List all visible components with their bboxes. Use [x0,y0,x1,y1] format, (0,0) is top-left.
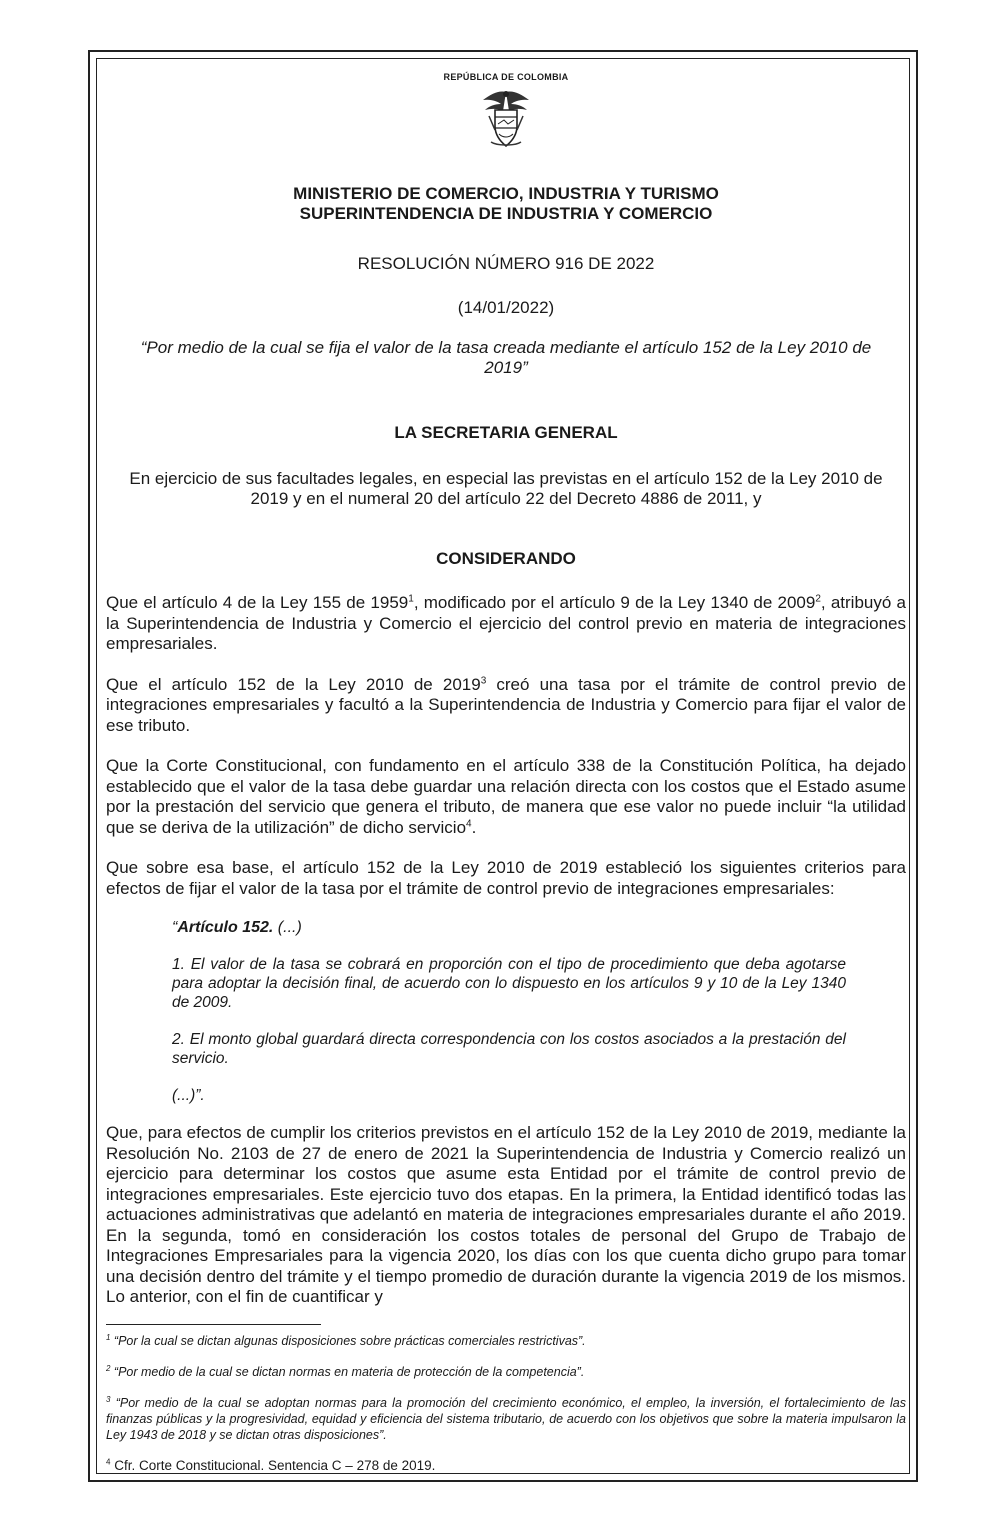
footnote-1: $^1$ “Por la cual se dictan algunas disposiciones sobre prácticas comerciales restrictivas”. [106,1332,586,1348]
considerando-paragraph-5: Que, para efectos de cumplir los criterios previstos en el artículo 152 de la Ley 2010 de 2019, mediante la Resolución No. 2103 de 27 de enero de 2021 la Superintendencia de Industria y Comercio realizó un ejercicio para determinar los costos que asume esta Entidad por el trámite de control previo de integraciones empresariales. Este ejercicio tuvo dos etapas. En la primera, la Entidad identificó todas las actuaciones administrativas que adelantó en materia de integraciones empresariales durante el año 2019. En la segunda, tomó en consideración los costos totales de personal del Grupo de Trabajo de Integraciones Empresariales para la vigencia 2020, los días con los que cuenta dicho grupo para tomar una decisión dentro del trámite y el tiempo promedio de duración durante la vigencia 2019 de los mismos. Lo anterior, con el fin de cuantificar y [106,1123,906,1306]
quoted-criterion-1: 1. El valor de la tasa se cobrará en proporción con el tipo de procedimiento que deba agotarse para adoptar la decisión final, de acuerdo con lo dispuesto en los artículos 9 y 10 de la Ley 1340 de 2009. [172,956,846,1011]
ministry-line-1: MINISTERIO DE COMERCIO, INDUSTRIA Y TURISMO [293,184,719,203]
resolution-date: (14/01/2022) [457,298,555,317]
footnote-divider [106,1324,321,1325]
footnote-ref-3: 3 [480,674,487,686]
republic-label: REPÚBLICA DE COLOMBIA [443,72,569,82]
subject-line-2: 2019” [484,358,528,377]
resolution-subject [106,338,906,378]
considerando-paragraph-2: Que el artículo 152 de la Ley 2010 de 2019$^3$ creó una tasa por el trámite de control previo de integraciones empresariales y facultó a la Superintendencia de Industria y Comercio para fijar el valor de ese tributo. [106,674,906,735]
footnote-ref-2: 2 [815,593,821,605]
considerando-paragraph-3: Que la Corte Constitucional, con fundamento en el artículo 338 de la Constitución Política, ha dejado establecido que el valor de la tasa debe guardar una relación directa con los costos que el Estado asume por la prestación del servicio que genera el tributo, de manera que ese valor no puede incluir “la utilidad que se deriva de la utilización” de dicho servicio$^4$. [106,756,906,837]
ministry-line-2: SUPERINTENDENCIA DE INDUSTRIA Y COMERCIO [299,204,713,223]
footnote-4: $^4$ Cfr. Corte Constitucional. Sentencia C – 278 de 2019. [106,1457,436,1473]
footnotes [106,1333,906,1474]
resolution-number: RESOLUCIÓN NÚMERO 916 DE 2022 [357,254,655,273]
footnote-2: $^2$ “Por medio de la cual se dictan normas en materia de protección de la competencia”. [106,1363,585,1379]
quoted-article-heading: “Artículo 152. (...) [172,919,302,936]
document-body [106,66,906,1489]
authority-intro [106,469,906,509]
ministry-title [106,184,906,224]
considerando-title: CONSIDERANDO [436,549,576,568]
quote-closing: (...)”. [172,1087,205,1104]
authority-title: LA SECRETARIA GENERAL [394,423,618,442]
considerando-paragraph-1: Que el artículo 4 de la Ley 155 de 1959$^1$, modificado por el artículo 9 de la Ley 1340 de 2009$^2$, atribuyó a la Superintendencia de Industria y Comercio el ejercicio del control previo en materia de integraciones empresariales. [106,593,906,653]
considerando-section [106,593,906,1308]
footnote-ref-4: 4 [466,817,472,829]
intro-line-2: 2019 y en el numeral 20 del artículo 22 del Decreto 4886 de 2011, y [250,489,762,508]
subject-line-1: “Por medio de la cual se fija el valor de la tasa creada mediante el artículo 152 de la Ley 2010 de [140,338,872,357]
quoted-criterion-2: 2. El monto global guardará directa correspondencia con los costos asociados a la prestación del servicio. [172,1031,846,1067]
coat-of-arms-icon [477,86,535,150]
footnote-ref-1: 1 [408,593,414,605]
considerando-paragraph-4: Que sobre esa base, el artículo 152 de la Ley 2010 de 2019 estableció los siguientes criterios para efectos de fijar el valor de la tasa por el trámite de control previo de integraciones empresariales: [106,858,906,898]
footnote-3: $^3$ “Por medio de la cual se adoptan normas para la promoción del crecimiento económico, el empleo, la inversión, el fortalecimiento de las finanzas públicas y la progresividad, equidad y eficiencia del sistema tributario, de acuerdo con los objetivos que sobre la materia impulsaron la Ley 1943 de 2018 y se dictan otras disposiciones”. [106,1394,906,1442]
intro-line-1: En ejercicio de sus facultades legales, en especial las previstas en el artículo 152 de la Ley 2010 de [129,469,883,488]
